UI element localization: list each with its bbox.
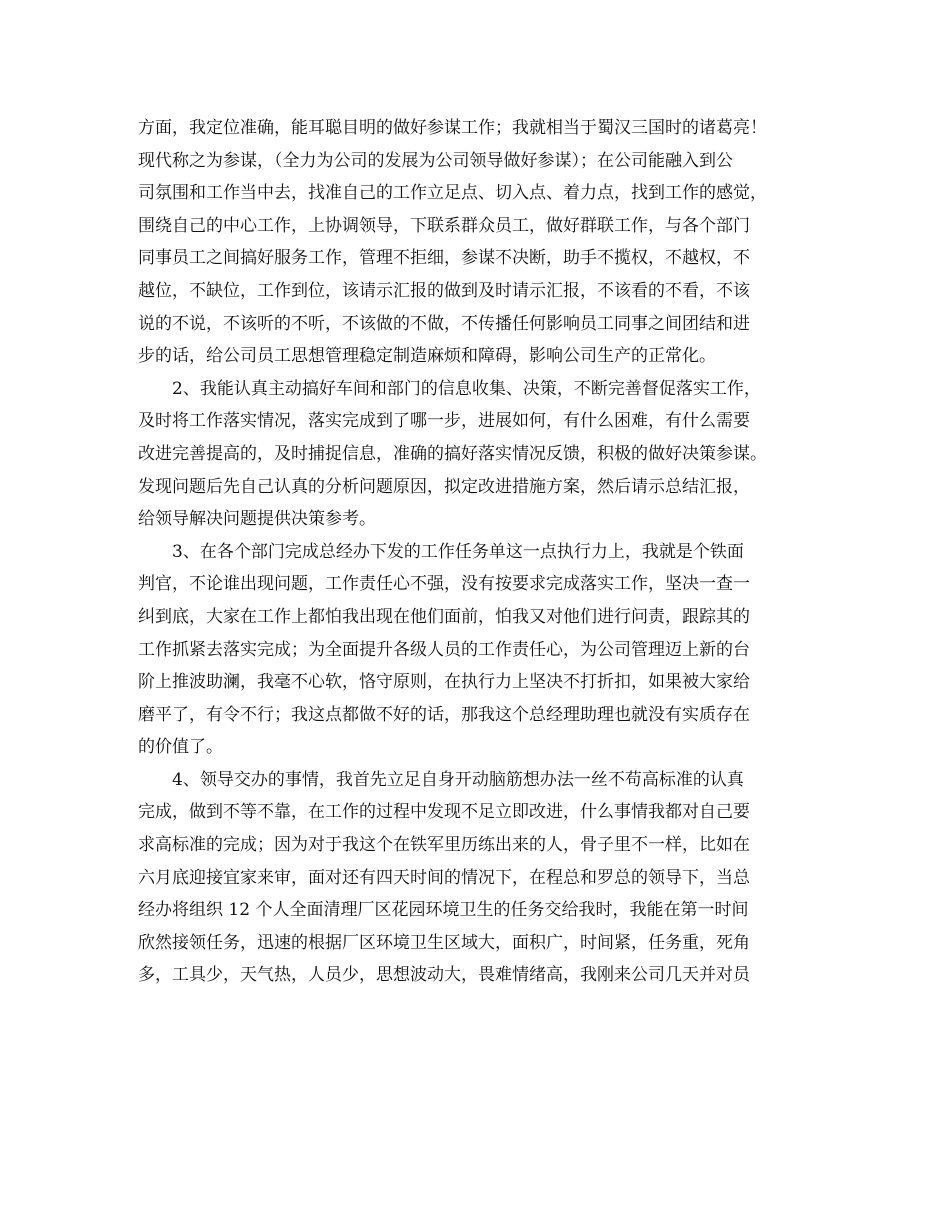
text-line: 说的不说，不该听的不听，不该做的不做，不传播任何影响员工同事之间团结和进 [138, 313, 750, 334]
text-line: 4、领导交办的事情，我首先立足自身开动脑筋想办法一丝不苟高标准的认真 [172, 769, 744, 790]
text-line: 步的话，给公司员工思想管理稳定制造麻烦和障碍，影响公司生产的正常化。 [138, 346, 716, 367]
text-line: 磨平了，有令不行；我这点都做不好的话，那我这个总经理助理也就没有实质存在 [138, 704, 750, 725]
text-line: 发现问题后先自己认真的分析问题原因，拟定改进措施方案，然后请示总结汇报， [138, 476, 750, 497]
text-line: 完成，做到不等不靠，在工作的过程中发现不足立即改进，什么事情我都对自己要 [138, 802, 750, 823]
text-line: 求高标准的完成；因为对于我这个在铁军里历练出来的人，骨子里不一样，比如在 [138, 835, 750, 856]
paragraph-1 [138, 112, 818, 373]
paragraph-3 [138, 536, 818, 764]
text-line: 现代称之为参谋，（全力为公司的发展为公司领导做好参谋）；在公司能融入到公 [138, 150, 733, 171]
text-line: 改进完善提高的，及时捕捉信息，准确的搞好落实情况反馈，积极的做好决策参谋。 [138, 443, 767, 464]
document-body [138, 112, 818, 992]
text-line: 及时将工作落实情况，落实完成到了哪一步，进展如何，有什么困难，有什么需要 [138, 411, 750, 432]
text-line: 欣然接领任务，迅速的根据厂区环境卫生区域大，面积广，时间紧，任务重，死角 [138, 932, 750, 953]
text-line: 方面，我定位准确，能耳聪目明的做好参谋工作；我就相当于蜀汉三国时的诸葛亮！ [138, 118, 767, 138]
text-line: 多，工具少，天气热，人员少，思想波动大，畏难情绪高，我刚来公司几天并对员 [138, 965, 750, 986]
text-line: 3、在各个部门完成总经办下发的工作任务单这一点执行力上，我就是个铁面 [172, 541, 744, 562]
text-line: 司氛围和工作当中去，找准自己的工作立足点、切入点、着力点，找到工作的感觉， [138, 183, 767, 204]
paragraph-4 [138, 764, 818, 992]
text-line: 阶上推波助澜，我毫不心软，恪守原则，在执行力上坚决不打折扣，如果被大家给 [138, 672, 750, 693]
text-line: 2、我能认真主动搞好车间和部门的信息收集、决策，不断完善督促落实工作， [172, 378, 761, 399]
text-line: 的价值了。 [138, 737, 223, 758]
text-line: 判官，不论谁出现问题，工作责任心不强，没有按要求完成落实工作，坚决一查一 [138, 574, 750, 595]
text-line: 同事员工之间搞好服务工作，管理不拒细，参谋不决断，助手不揽权，不越权，不 [138, 248, 750, 269]
text-line: 越位，不缺位，工作到位，该请示汇报的做到及时请示汇报，不该看的不看，不该 [138, 280, 750, 301]
paragraph-2 [138, 373, 818, 536]
text-line: 纠到底，大家在工作上都怕我出现在他们面前，怕我又对他们进行问责，跟踪其的 [138, 606, 750, 627]
text-line: 经办将组织 12 个人全面清理厂区花园环境卫生的任务交给我时，我能在第一时间 [138, 900, 749, 921]
text-line: 围绕自己的中心工作，上协调领导，下联系群众员工，做好群联工作，与各个部门 [138, 215, 750, 236]
text-line: 六月底迎接宜家来审，面对还有四天时间的情况下，在程总和罗总的领导下，当总 [138, 867, 750, 888]
text-line: 工作抓紧去落实完成；为全面提升各级人员的工作责任心，为公司管理迈上新的台 [138, 639, 750, 660]
text-line: 给领导解决问题提供决策参考。 [138, 509, 376, 530]
